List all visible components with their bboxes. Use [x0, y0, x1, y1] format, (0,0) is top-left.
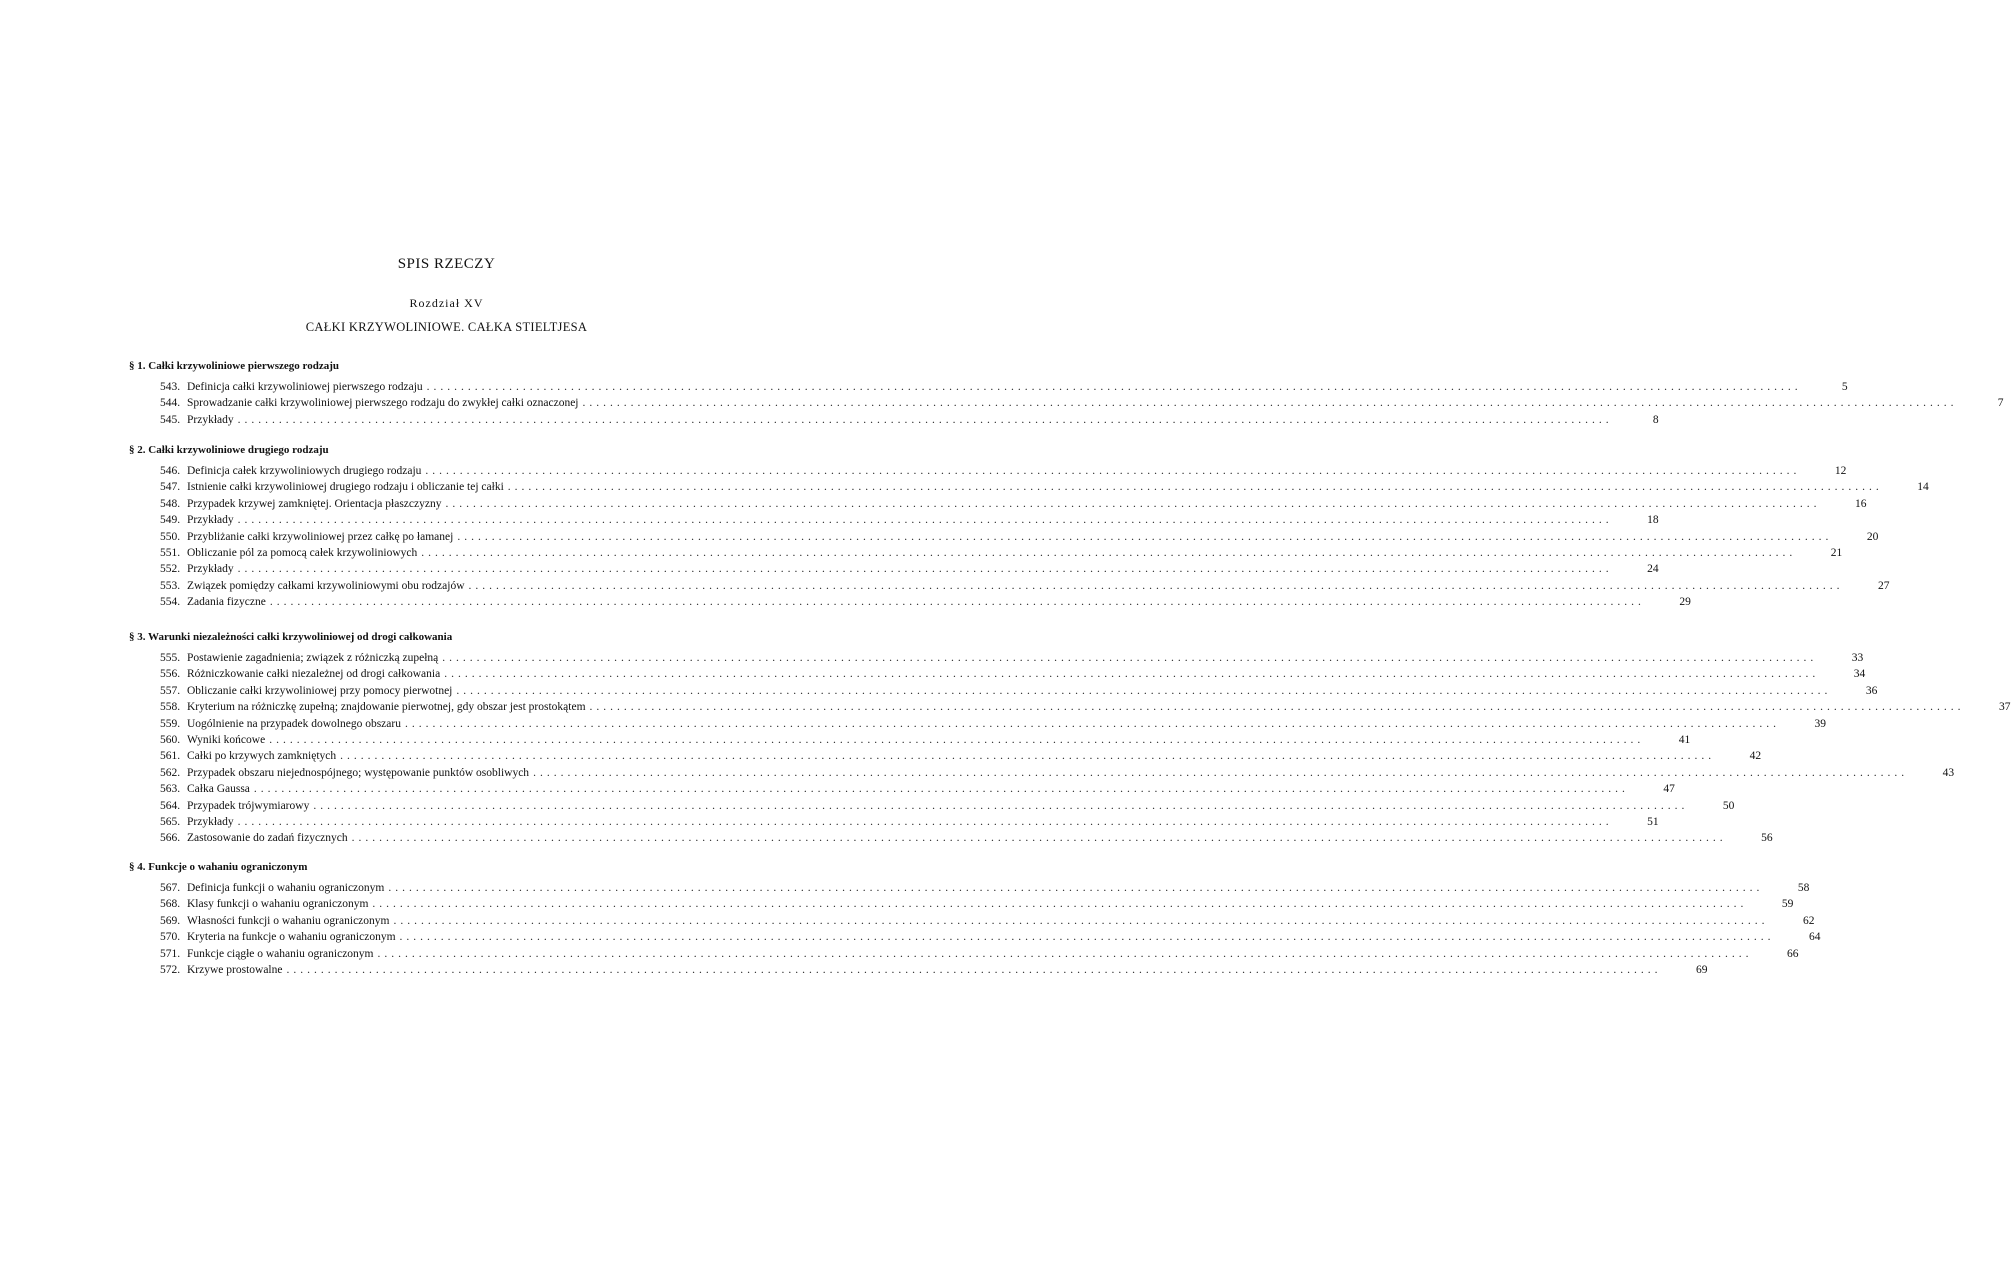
dot-leader: ........................................................................................................................................................................................................ [253, 783, 1629, 796]
chapter-label: Rozdział XV [409, 296, 484, 310]
dot-leader: ........................................................................................................................................................................................................ [372, 898, 1748, 911]
entry-title: Zastosowanie do zadań fizycznych [187, 832, 348, 845]
chapter-title: CAŁKI KRZYWOLINIOWE. CAŁKA STIELTJESA [305, 320, 588, 334]
dot-leader: ........................................................................................................................................................................................................ [269, 734, 1645, 746]
dot-leader: ........................................................................................................................................................................................................ [269, 596, 1645, 609]
dot-leader: ........................................................................................................................................................................................................ [507, 481, 1883, 494]
section-heading: § 1. Całki krzywoliniowe pierwszego rodzaju [129, 360, 340, 372]
entry-title: Definicja funkcji o wahaniu ograniczonym [187, 882, 385, 894]
entry-number: 544. [160, 397, 181, 410]
toc-entry[interactable] [160, 914, 1815, 931]
entry-page-number: 69 [1695, 964, 1708, 976]
entry-number: 545. [160, 413, 181, 426]
entry-number: 557. [160, 684, 181, 697]
entry-title: Własności funkcji o wahaniu ograniczonym [187, 914, 390, 927]
toc-entry[interactable] [160, 497, 1867, 514]
dot-leader: ........................................................................................................................................................................................................ [582, 397, 1958, 410]
entry-page-number: 8 [1652, 413, 1659, 426]
entry-page-number: 21 [1830, 547, 1843, 559]
entry-number: 562. [160, 766, 181, 779]
dot-leader: ........................................................................................................................................................................................................ [313, 799, 1689, 812]
entry-number: 567. [160, 882, 181, 894]
entry-title: Różniczkowanie całki niezależnej od drogi całkowania [187, 668, 441, 681]
toc-entry[interactable] [160, 481, 1929, 497]
toc-entry[interactable] [160, 816, 1659, 832]
entry-number: 564. [160, 799, 181, 812]
entry-title: Wyniki końcowe [187, 734, 266, 746]
toc-entry[interactable] [160, 766, 1955, 783]
entry-number: 548. [160, 497, 181, 510]
toc-entry[interactable] [160, 783, 1675, 799]
toc-entry[interactable] [160, 882, 1810, 898]
entry-page-number: 12 [1834, 465, 1847, 477]
entry-title: Przypadek krzywej zamkniętej. Orientacja płaszczyzny [187, 497, 442, 510]
toc-entry[interactable] [160, 701, 2011, 717]
dot-leader: ........................................................................................................................................................................................................ [351, 832, 1727, 845]
dot-leader: ........................................................................................................................................................................................................ [377, 947, 1753, 960]
dot-leader: ........................................................................................................................................................................................................ [442, 652, 1818, 664]
entry-number: 561. [160, 750, 181, 763]
dot-leader: ........................................................................................................................................................................................................ [589, 701, 1965, 714]
entry-title: Krzywe prostowalne [187, 964, 283, 976]
toc-entry[interactable] [160, 734, 1691, 750]
entry-number: 569. [160, 914, 181, 927]
toc-entry[interactable] [160, 964, 1708, 980]
entry-page-number: 27 [1878, 579, 1890, 592]
toc-entry[interactable] [160, 596, 1691, 612]
dot-leader: ........................................................................................................................................................................................................ [457, 530, 1833, 543]
entry-page-number: 34 [1853, 668, 1866, 681]
entry-page-number: 59 [1781, 898, 1794, 911]
entry-number: 559. [160, 717, 181, 730]
toc-entry[interactable] [160, 799, 1735, 816]
entry-number: 551. [160, 547, 181, 559]
entry-number: 572. [160, 964, 181, 976]
toc-entry[interactable] [160, 684, 1878, 701]
entry-page-number: 66 [1787, 947, 1799, 960]
dot-leader: ........................................................................................................................................................................................................ [388, 882, 1764, 894]
toc-entry[interactable] [160, 668, 1866, 684]
entry-title: Przypadek trójwymiarowy [187, 799, 310, 812]
entry-page-number: 64 [1809, 931, 1821, 944]
dot-leader: ........................................................................................................................................................................................................ [393, 914, 1769, 927]
dot-leader: ........................................................................................................................................................................................................ [445, 497, 1821, 510]
toc-entry[interactable] [160, 750, 1762, 766]
entry-number: 550. [160, 530, 181, 543]
toc-entry[interactable] [160, 579, 1890, 596]
entry-page-number: 42 [1749, 750, 1762, 763]
entry-title: Kryteria na funkcje o wahaniu ograniczonym [187, 931, 396, 944]
entry-page-number: 47 [1663, 783, 1675, 796]
entry-page-number: 50 [1722, 799, 1735, 812]
entry-page-number: 37 [1999, 701, 2011, 714]
section-heading: § 2. Całki krzywoliniowe drugiego rodzaju [129, 444, 329, 456]
dot-leader: ........................................................................................................................................................................................................ [456, 684, 1832, 697]
entry-number: 560. [160, 734, 181, 746]
entry-page-number: 62 [1802, 914, 1815, 927]
dot-leader: ........................................................................................................................................................................................................ [237, 816, 1613, 828]
entry-title: Klasy funkcji o wahaniu ograniczonym [187, 898, 369, 911]
entry-page-number: 24 [1647, 563, 1659, 576]
entry-title: Kryterium na różniczkę zupełną; znajdowanie pierwotnej, gdy obszar jest prostokątem [187, 701, 586, 714]
entry-title: Przybliżanie całki krzywoliniowej przez całkę po łamanej [187, 530, 454, 543]
entry-number: 543. [160, 381, 181, 393]
dot-leader: ........................................................................................................................................................................................................ [237, 514, 1613, 527]
toc-entry[interactable] [160, 563, 1659, 579]
entry-title: Całki po krzywych zamkniętych [187, 750, 337, 763]
section-heading: § 3. Warunki niezależności całki krzywoliniowej od drogi całkowania [129, 631, 453, 643]
toc-entry[interactable] [160, 514, 1659, 530]
entry-page-number: 33 [1851, 652, 1864, 664]
entry-number: 546. [160, 465, 181, 477]
entry-number: 570. [160, 931, 181, 944]
dot-leader: ........................................................................................................................................................................................................ [340, 750, 1716, 763]
entry-page-number: 5 [1841, 381, 1848, 393]
dot-leader: ........................................................................................................................................................................................................ [286, 964, 1662, 976]
entry-number: 554. [160, 596, 181, 609]
page-title: SPIS RZECZY [397, 256, 496, 272]
entry-page-number: 56 [1761, 832, 1773, 845]
dot-leader: ........................................................................................................................................................................................................ [399, 931, 1775, 944]
entry-number: 565. [160, 816, 181, 828]
toc-entry[interactable] [160, 547, 1843, 563]
section-heading: § 4. Funkcje o wahaniu ograniczonym [129, 861, 308, 873]
entry-title: Całka Gaussa [187, 783, 250, 796]
dot-leader: ........................................................................................................................................................................................................ [237, 563, 1613, 576]
entry-title: Obliczanie całki krzywoliniowej przy pomocy pierwotnej [187, 684, 453, 697]
toc-entry[interactable] [160, 931, 1821, 947]
dot-leader: ........................................................................................................................................................................................................ [404, 717, 1780, 730]
entry-page-number: 36 [1865, 684, 1878, 697]
toc-entry[interactable] [160, 717, 1826, 734]
entry-title: Obliczanie pól za pomocą całek krzywoliniowych [187, 547, 418, 559]
entry-title: Uogólnienie na przypadek dowolnego obszaru [187, 717, 401, 730]
entry-title: Sprowadzanie całki krzywoliniowej pierwszego rodzaju do zwykłej całki oznaczonej [187, 397, 579, 410]
entry-title: Definicja całek krzywoliniowych drugiego rodzaju [187, 465, 422, 477]
entry-page-number: 14 [1917, 481, 1929, 494]
entry-number: 568. [160, 898, 181, 911]
toc-entry[interactable] [160, 947, 1799, 964]
entry-page-number: 29 [1679, 596, 1691, 609]
entry-number: 558. [160, 701, 181, 714]
dot-leader: ........................................................................................................................................................................................................ [426, 381, 1802, 393]
entry-page-number: 58 [1797, 882, 1810, 894]
entry-title: Przykłady [187, 413, 234, 426]
entry-number: 549. [160, 514, 181, 527]
toc-entry[interactable] [160, 530, 1879, 547]
entry-title: Definicja całki krzywoliniowej pierwszego rodzaju [187, 381, 423, 393]
toc-entry[interactable] [160, 413, 1659, 430]
toc-entry[interactable] [160, 832, 1773, 848]
entry-page-number: 20 [1866, 530, 1879, 543]
entry-number: 556. [160, 668, 181, 681]
toc-entry[interactable] [160, 381, 1848, 397]
toc-entry[interactable] [160, 397, 2004, 413]
entry-title: Przykłady [187, 816, 234, 828]
entry-page-number: 51 [1647, 816, 1659, 828]
entry-title: Przykłady [187, 563, 234, 576]
entry-title: Istnienie całki krzywoliniowej drugiego rodzaju i obliczanie tej całki [187, 481, 504, 494]
entry-page-number: 41 [1678, 734, 1691, 746]
dot-leader: ........................................................................................................................................................................................................ [421, 547, 1797, 559]
entry-number: 571. [160, 947, 181, 960]
entry-page-number: 43 [1942, 766, 1955, 779]
entry-number: 563. [160, 783, 181, 796]
entry-page-number: 39 [1814, 717, 1826, 730]
entry-number: 553. [160, 579, 181, 592]
entry-number: 566. [160, 832, 181, 845]
entry-title: Związek pomiędzy całkami krzywoliniowymi obu rodzajów [187, 579, 465, 592]
toc-entry[interactable] [160, 652, 1864, 668]
dot-leader: ........................................................................................................................................................................................................ [444, 668, 1820, 681]
entry-title: Postawienie zagadnienia; związek z różniczką zupełną [187, 652, 439, 664]
dot-leader: ........................................................................................................................................................................................................ [468, 579, 1844, 592]
dot-leader: ........................................................................................................................................................................................................ [237, 413, 1613, 426]
entry-title: Zadania fizyczne [187, 596, 266, 609]
toc-entry[interactable] [160, 898, 1794, 914]
entry-title: Funkcje ciągłe o wahaniu ograniczonym [187, 947, 374, 960]
dot-leader: ........................................................................................................................................................................................................ [425, 465, 1801, 477]
entry-number: 552. [160, 563, 181, 576]
entry-page-number: 18 [1647, 514, 1659, 527]
entry-page-number: 7 [1997, 397, 2004, 410]
entry-number: 555. [160, 652, 181, 664]
toc-entry[interactable] [160, 465, 1847, 481]
entry-number: 547. [160, 481, 181, 494]
entry-page-number: 16 [1854, 497, 1867, 510]
dot-leader: ........................................................................................................................................................................................................ [533, 766, 1909, 779]
entry-title: Przypadek obszaru niejednospójnego; występowanie punktów osobliwych [187, 766, 530, 779]
entry-title: Przykłady [187, 514, 234, 527]
